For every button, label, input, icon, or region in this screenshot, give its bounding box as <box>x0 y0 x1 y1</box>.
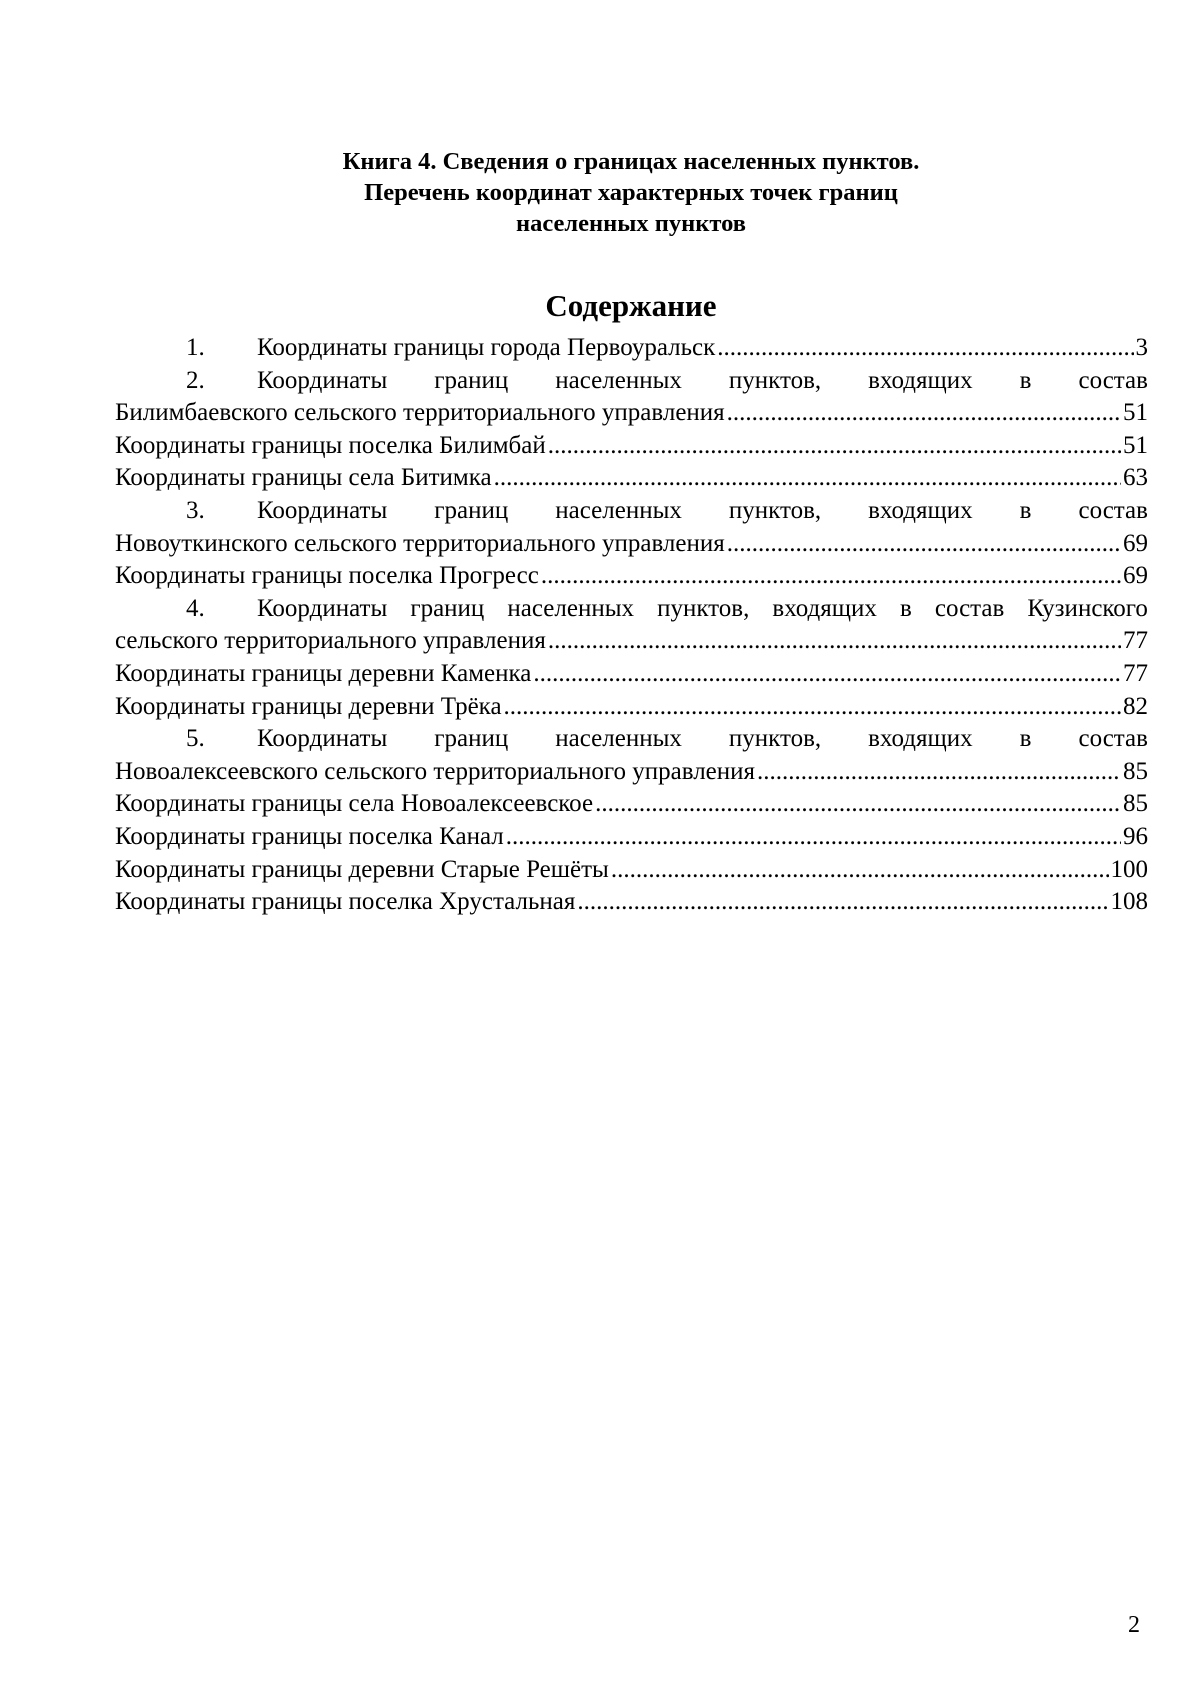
toc-entry-text: Координаты границы поселка Канал <box>115 822 504 850</box>
document-title <box>0 146 1200 239</box>
table-of-contents <box>115 332 1148 919</box>
toc-entry-heading-words <box>257 495 1148 528</box>
toc-entry-page: 3 <box>1135 334 1148 361</box>
toc-entry-text: Новоалексеевского сельского территориального управления <box>115 757 756 785</box>
title-line: Книга 4. Сведения о границах населенных пунктов. <box>342 148 920 175</box>
word: границ <box>434 496 509 524</box>
toc-entry-page: 69 <box>1123 562 1148 590</box>
toc-entry[interactable] <box>115 528 1148 561</box>
word: в <box>1019 725 1032 753</box>
toc-entry[interactable] <box>115 397 1148 430</box>
toc-entry[interactable] <box>115 854 1148 887</box>
word: состав <box>1078 366 1148 394</box>
toc-entry[interactable] <box>115 756 1148 789</box>
word: пунктов, <box>728 725 822 753</box>
word: в <box>1019 496 1032 524</box>
dot-leader <box>548 430 1121 463</box>
toc-entry-text: Координаты границы поселка Билимбай <box>115 431 546 459</box>
toc-entry-first-line[interactable] <box>115 723 1148 756</box>
toc-entry-text: сельского территориального управления <box>115 627 546 655</box>
dot-leader <box>611 854 1109 887</box>
toc-entry-page: 77 <box>1123 627 1148 655</box>
toc-entry-text: Координаты границы города Первоуральск <box>257 334 716 361</box>
word: границ <box>410 594 485 622</box>
word: входящих <box>868 366 973 394</box>
toc-entry-text: Координаты границы поселка Прогресс <box>115 562 539 590</box>
toc-entry-page: 100 <box>1110 855 1148 883</box>
toc-entry-number: 1. <box>186 334 205 361</box>
toc-entry-page: 82 <box>1123 692 1148 720</box>
toc-entry[interactable] <box>115 788 1148 821</box>
toc-entry[interactable] <box>115 886 1148 919</box>
toc-entry-text: Координаты границы поселка Хрустальная <box>115 888 576 916</box>
dot-leader <box>504 691 1121 724</box>
word: населенных <box>555 725 682 753</box>
toc-entry[interactable] <box>115 560 1148 593</box>
toc-heading: Содержание <box>545 288 717 323</box>
toc-entry[interactable] <box>115 462 1148 495</box>
toc-entry-page: 51 <box>1123 431 1148 459</box>
dot-leader <box>717 332 1133 365</box>
word: состав <box>934 594 1005 622</box>
title-line: населенных пунктов <box>516 210 746 237</box>
toc-entry-text: Билимбаевского сельского территориального управления <box>115 399 725 427</box>
toc-entry-first-line[interactable] <box>115 593 1148 626</box>
toc-entry-page: 69 <box>1123 529 1148 557</box>
word: входящих <box>868 725 973 753</box>
dot-leader <box>533 658 1121 691</box>
toc-entry-page: 63 <box>1123 464 1148 492</box>
dot-leader <box>506 821 1121 854</box>
toc-entry-text: Новоуткинского сельского территориального управления <box>115 529 725 557</box>
toc-entry-page: 96 <box>1123 822 1148 850</box>
toc-entry-text: Координаты границы села Новоалексеевское <box>115 790 594 818</box>
word: состав <box>1078 496 1148 524</box>
word: Координаты <box>257 366 388 394</box>
toc-entry-number: 3. <box>186 496 205 524</box>
toc-entry-text: Координаты границы деревни Трёка <box>115 692 502 720</box>
word: входящих <box>772 594 877 622</box>
word: пунктов, <box>728 496 822 524</box>
toc-entry-first-line[interactable] <box>115 495 1148 528</box>
word: в <box>899 594 912 622</box>
word: Координаты <box>257 725 388 753</box>
word: Координаты <box>257 594 388 622</box>
toc-entry[interactable] <box>115 658 1148 691</box>
toc-entry-heading-words <box>257 593 1148 626</box>
toc-entry-page: 85 <box>1123 790 1148 818</box>
dot-leader <box>727 397 1121 430</box>
dot-leader <box>577 886 1108 919</box>
toc-entry-text: Координаты границы деревни Старые Решёты <box>115 855 609 883</box>
toc-entry-number: 5. <box>186 725 205 753</box>
word: Кузинского <box>1027 594 1148 622</box>
toc-entry-page: 51 <box>1123 399 1148 427</box>
page-number: 2 <box>1128 1612 1140 1638</box>
toc-entry-number: 4. <box>186 594 205 622</box>
toc-entry[interactable] <box>115 332 1148 365</box>
dot-leader <box>494 462 1121 495</box>
toc-entry-text: Координаты границы села Битимка <box>115 464 492 492</box>
toc-entry-first-line[interactable] <box>115 365 1148 398</box>
toc-entry-page: 85 <box>1123 757 1148 785</box>
toc-entry[interactable] <box>115 625 1148 658</box>
word: пунктов, <box>657 594 750 622</box>
toc-entry-heading-words <box>257 723 1148 756</box>
toc-entry[interactable] <box>115 821 1148 854</box>
toc-entry[interactable] <box>115 691 1148 724</box>
toc-entry[interactable] <box>115 430 1148 463</box>
word: границ <box>434 366 509 394</box>
dot-leader <box>541 560 1121 593</box>
word: пунктов, <box>728 366 822 394</box>
dot-leader <box>727 528 1121 561</box>
word: Координаты <box>257 496 388 524</box>
toc-entry-page: 108 <box>1110 888 1148 916</box>
toc-entry-page: 77 <box>1123 659 1148 687</box>
word: населенных <box>555 496 682 524</box>
dot-leader <box>595 788 1121 821</box>
dot-leader <box>757 756 1121 789</box>
title-line: Перечень координат характерных точек границ <box>364 179 898 206</box>
toc-entry-text: Координаты границы деревни Каменка <box>115 659 532 687</box>
toc-entry-number: 2. <box>186 366 205 394</box>
dot-leader <box>548 625 1121 658</box>
word: населенных <box>555 366 682 394</box>
word: состав <box>1078 725 1148 753</box>
word: входящих <box>868 496 973 524</box>
toc-entry-heading-words <box>257 365 1148 398</box>
word: границ <box>434 725 509 753</box>
word: в <box>1019 366 1032 394</box>
word: населенных <box>507 594 635 622</box>
